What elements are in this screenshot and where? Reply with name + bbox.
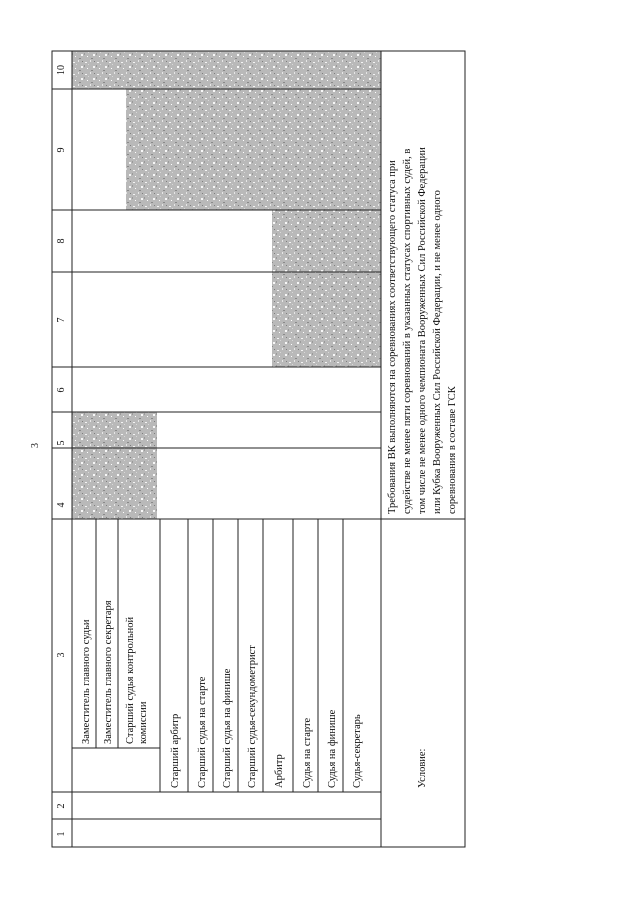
role-senior-control-judge-line2: комиссии xyxy=(138,701,149,744)
condition-text-line1: Требования ВК выполняются на соревнованиях соответствующего статуса при xyxy=(387,160,398,514)
col-header-10: 10 xyxy=(56,65,67,75)
condition-text-line2: судействе не менее пяти соревнований в указанных статусах спортивных судей, в xyxy=(402,148,413,514)
shaded-cells-cols-7-10 xyxy=(72,51,381,367)
col-header-6: 6 xyxy=(56,387,67,393)
col-header-9: 9 xyxy=(56,147,67,153)
role-arbiter: Арбитр xyxy=(274,754,285,788)
page-number: 3 xyxy=(30,443,41,448)
col-header-8: 8 xyxy=(56,238,67,244)
role-deputy-chief-secretary: Заместитель главного секретаря xyxy=(103,600,114,744)
col-header-4: 4 xyxy=(56,502,67,508)
role-deputy-chief-judge: Заместитель главного судьи xyxy=(81,619,92,744)
col-header-2: 2 xyxy=(56,803,67,809)
col-header-5: 5 xyxy=(56,440,67,446)
condition-text-line4: или Кубка Вооруженных Сил Российской Федерации, и не менее одного xyxy=(432,190,443,514)
role-start-judge: Судья на старте xyxy=(302,717,313,788)
role-senior-control-judge-line1: Старший судья контрольной xyxy=(125,616,136,744)
condition-text-line3: том числе не менее одного чемпионата Вооруженных Сил Российской Федерации xyxy=(417,147,428,514)
col-header-3: 3 xyxy=(56,652,67,658)
shaded-cells-cols-4-5 xyxy=(72,412,157,519)
condition-text xyxy=(387,144,458,514)
col-header-1: 1 xyxy=(56,831,67,837)
role-senior-control-judge xyxy=(125,614,149,744)
role-finish-judge: Судья на финише xyxy=(327,709,338,788)
col-header-7: 7 xyxy=(56,317,67,323)
condition-text-line5: соревнования в составе ГСК xyxy=(447,386,458,514)
role-senior-timekeeper: Старший судья-секундометрист xyxy=(247,645,258,788)
condition-label: Условие: xyxy=(417,748,428,788)
role-senior-start-judge: Старший судья на старте xyxy=(197,676,208,788)
role-senior-arbiter: Старший арбитр xyxy=(170,713,181,788)
role-senior-finish-judge: Старший судья на финише xyxy=(222,668,233,788)
role-judge-secretary: Судья-секретарь xyxy=(352,714,363,788)
